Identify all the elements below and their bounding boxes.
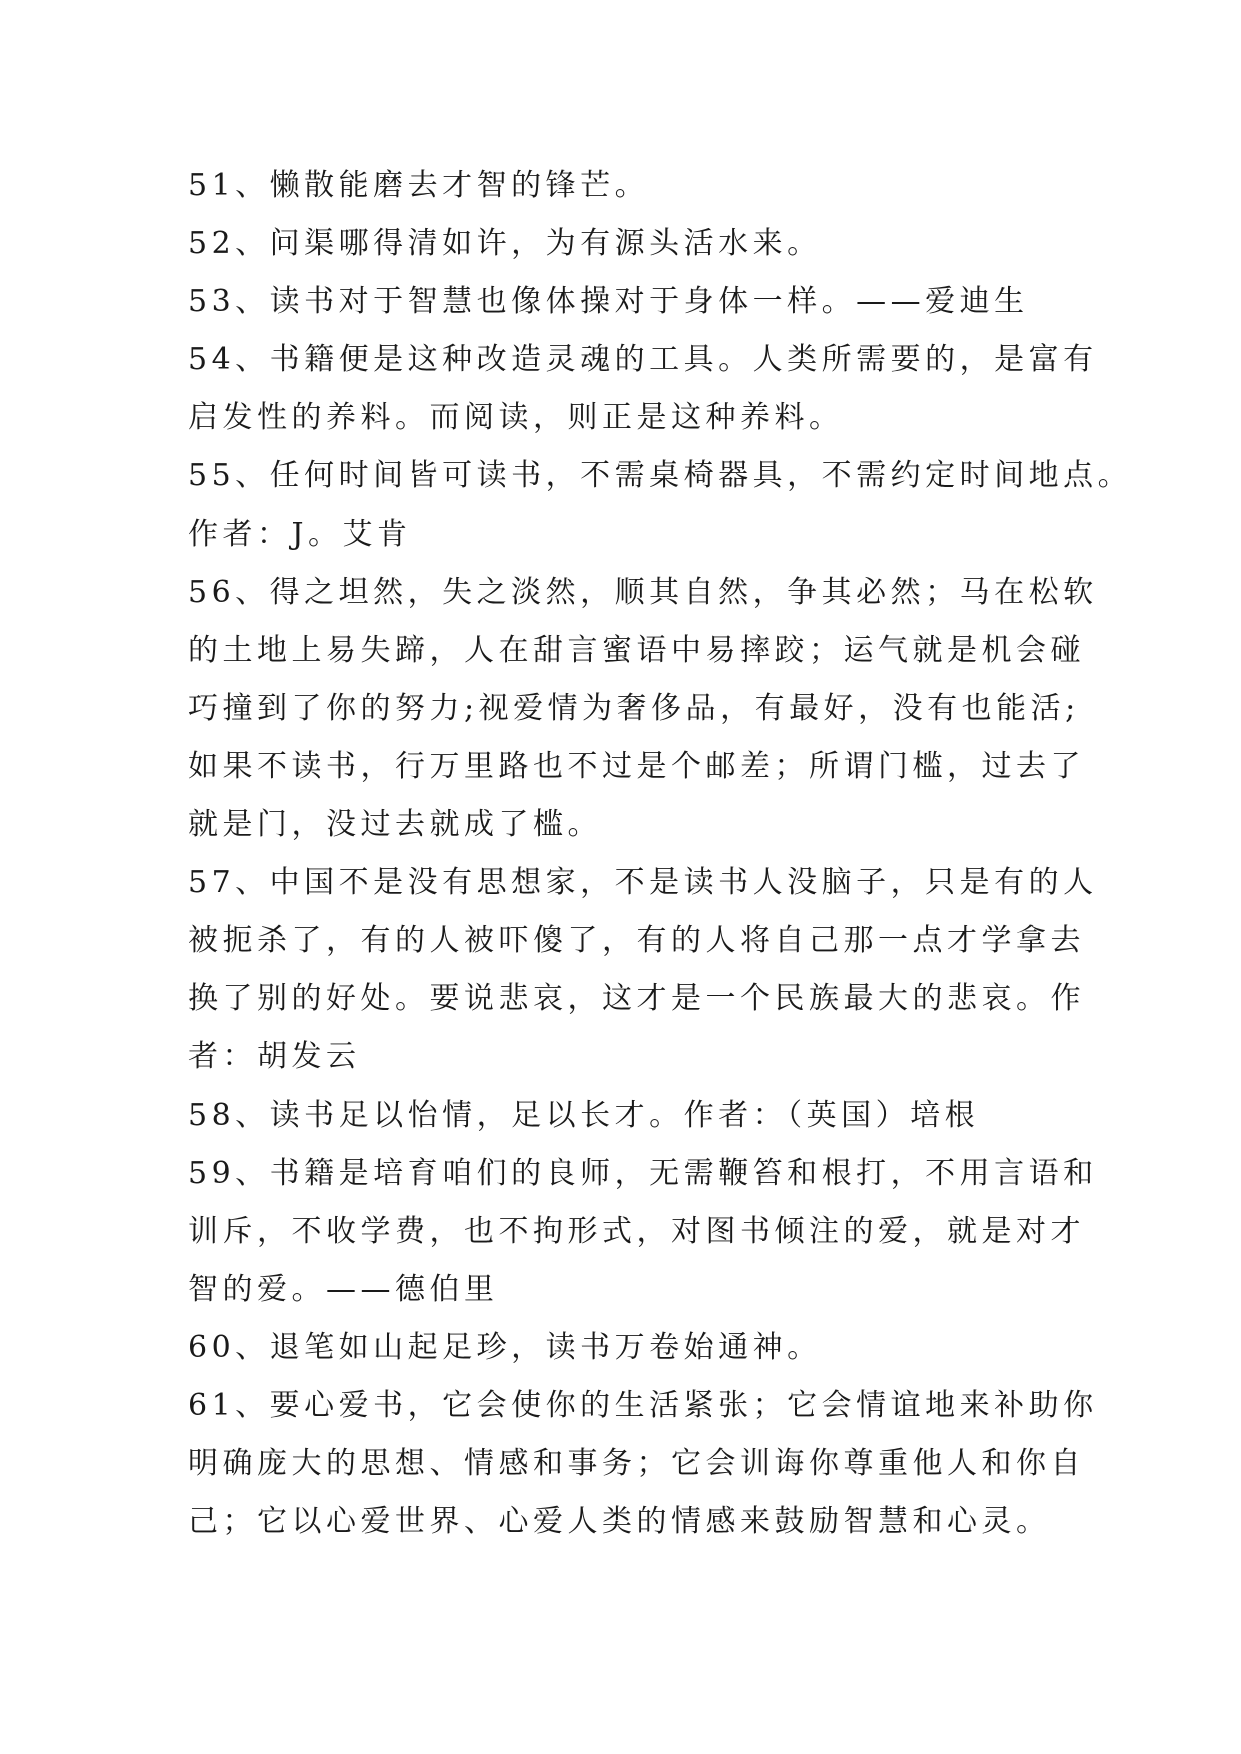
text-line: 51、懒散能磨去才智的锋芒。 [188,168,650,203]
text-line: 的土地上易失蹄，人在甜言蜜语中易摔跤；运气就是机会碰 [188,632,1085,668]
text-line: 如果不读书，行万里路也不过是个邮差；所谓门槛，过去了 [188,748,1085,784]
text-line: 智的爱。——德伯里 [188,1271,499,1307]
text-line: 59、书籍是培育咱们的良师，无需鞭笞和根打，不用言语和 [188,1155,1098,1191]
text-line: 52、问渠哪得清如许，为有源头活水来。 [188,226,822,262]
text-line: 53、读书对于智慧也像体操对于身体一样。——爱迪生 [188,284,1029,320]
document-body [188,157,1133,1551]
text-line: 训斥，不收学费，也不拘形式，对图书倾注的爱，就是对才 [188,1213,1085,1249]
text-line: 就是门，没过去就成了槛。 [188,807,602,843]
text-line: 己；它以心爱世界、心爱人类的情感来鼓励智慧和心灵。 [188,1504,1051,1540]
text-line: 明确庞大的思想、情感和事务；它会训诲你尊重他人和你自 [188,1446,1085,1482]
text-line: 61、要心爱书，它会使你的生活紧张；它会情谊地来补助你 [188,1387,1098,1423]
text-line: 58、读书足以怡情，足以长才。作者：（英国）培根 [188,1097,980,1133]
text-line: 被扼杀了，有的人被吓傻了，有的人将自己那一点才学拿去 [188,923,1085,959]
text-line: 60、退笔如山起足珍，读书万卷始通神。 [188,1329,822,1365]
text-line: 启发性的养料。而阅读，则正是这种养料。 [188,400,844,436]
text-line: 55、任何时间皆可读书，不需桌椅器具，不需约定时间地点。 [188,458,1133,494]
text-line: 作者：J。艾肯 [188,516,412,552]
text-line: 54、书籍便是这种改造灵魂的工具。人类所需要的，是富有 [188,342,1098,378]
text-line: 56、得之坦然，失之淡然，顺其自然，争其必然；马在松软 [188,574,1098,610]
text-line: 换了别的好处。要说悲哀，这才是一个民族最大的悲哀。作 [188,981,1085,1017]
text-line: 57、中国不是没有思想家，不是读书人没脑子，只是有的人 [188,865,1098,901]
text-line: 者：胡发云 [188,1039,361,1075]
text-line: 巧撞到了你的努力;视爱情为奢侈品，有最好，没有也能活; [188,690,1080,726]
